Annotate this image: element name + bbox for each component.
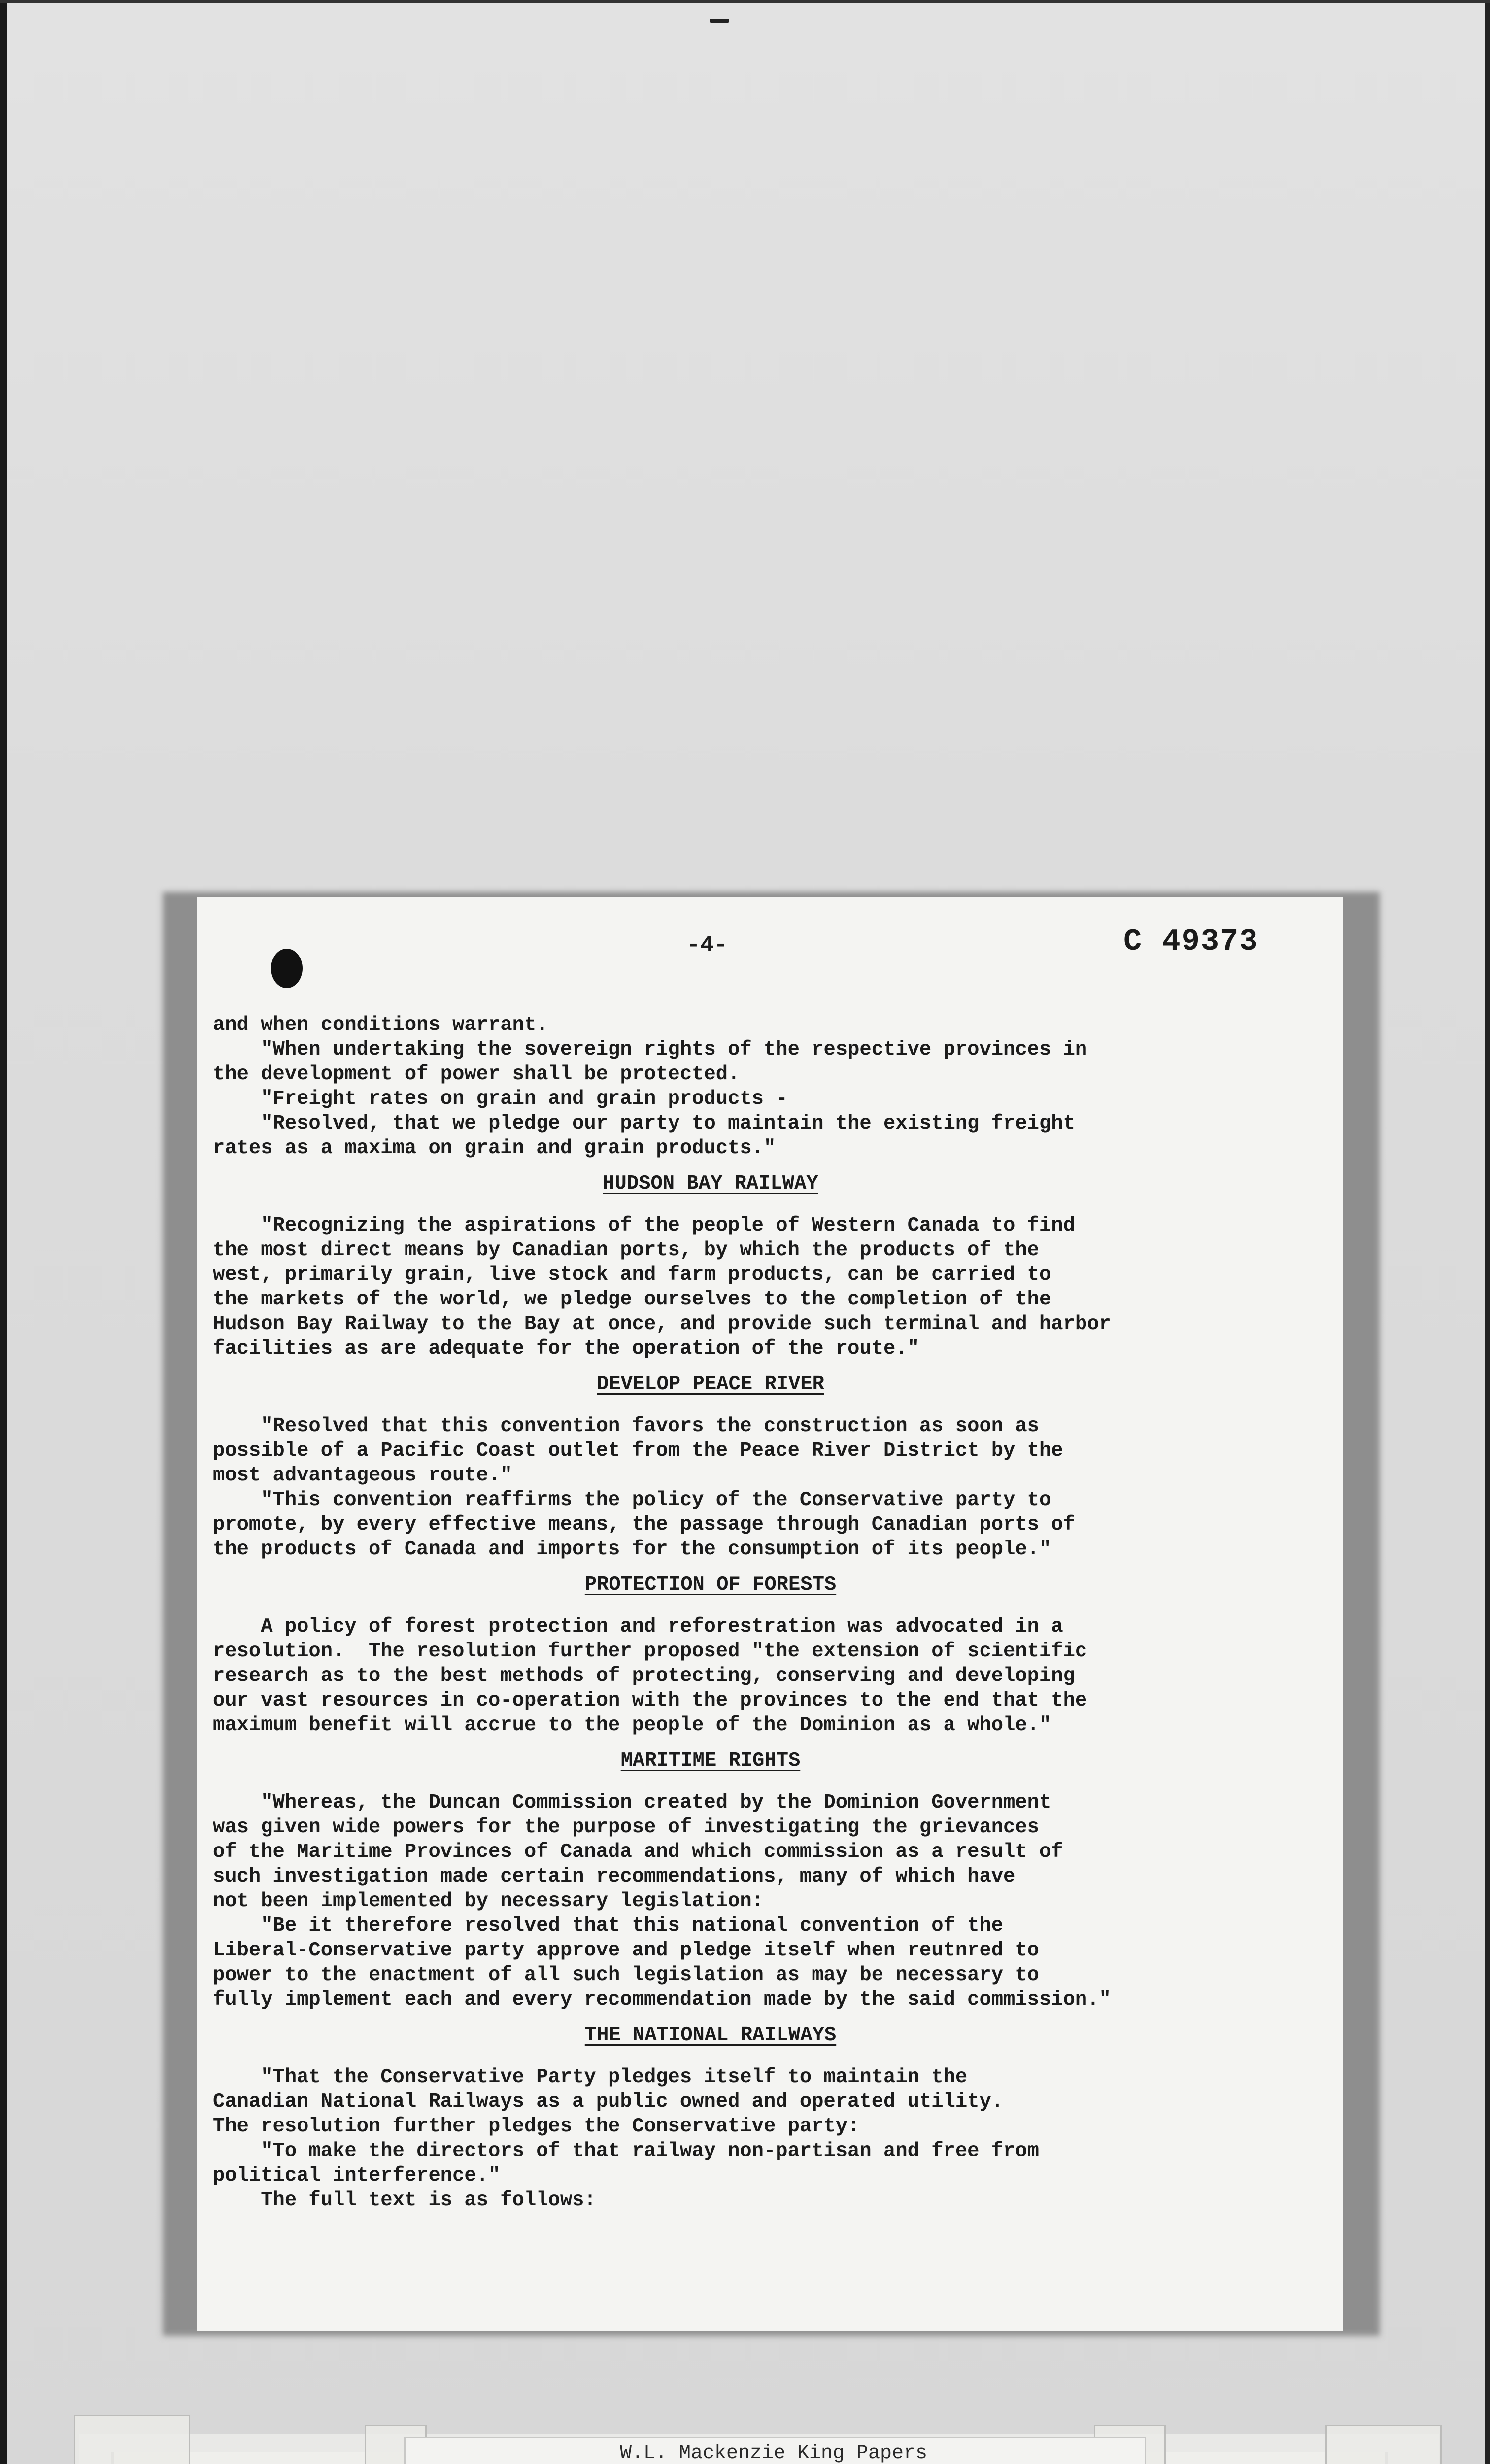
section-heading-hudson-bay: HUDSON BAY RAILWAY (603, 1172, 818, 1195)
tape-right (1325, 2425, 1442, 2464)
text-line: "Whereas, the Duncan Commission created by the Dominion Government (213, 1791, 1051, 1814)
text-line: "That the Conservative Party pledges itself to maintain the (213, 2066, 968, 2088)
text-line: facilities as are adequate for the operation of the route." (213, 1337, 919, 1360)
text-line: "Recognizing the aspirations of the people of Western Canada to find (213, 1214, 1075, 1237)
text-line: the products of Canada and imports for the consumption of its people." (213, 1538, 1051, 1561)
text-line: not been implemented by necessary legislation: (213, 1890, 764, 1913)
text-line: power to the enactment of all such legislation as may be necessary to (213, 1964, 1039, 1986)
text-line: of the Maritime Provinces of Canada and which commission as a result of (213, 1841, 1063, 1863)
text-line: political interference." (213, 2164, 501, 2187)
text-line: "When undertaking the sovereign rights of the respective provinces in (213, 1038, 1087, 1061)
film-edge-left (0, 0, 7, 2464)
text-line: rates as a maxima on grain and grain products." (213, 1137, 776, 1160)
text-line: "Resolved, that we pledge our party to maintain the existing freight (213, 1112, 1075, 1135)
text-line: "Freight rates on grain and grain products - (213, 1088, 788, 1110)
film-edge-right (1485, 0, 1490, 2464)
text-line: Canadian National Railways as a public owned and operated utility. (213, 2090, 1004, 2113)
document-id: C 49373 (1123, 924, 1259, 959)
text-line: A policy of forest protection and reforestration was advocated in a (213, 1615, 1063, 1638)
text-line: promote, by every effective means, the passage through Canadian ports of (213, 1513, 1075, 1536)
text-line: "To make the directors of that railway non-partisan and free from (213, 2140, 1039, 2162)
collection-name: W.L. Mackenzie King Papers (619, 2442, 928, 2464)
text-line: research as to the best methods of protecting, conserving and developing (213, 1665, 1075, 1687)
text-line: "Resolved that this convention favors the construction as soon as (213, 1415, 1039, 1437)
text-line: resolution. The resolution further proposed "the extension of scientific (213, 1640, 1087, 1663)
collection-text (404, 2442, 1143, 2464)
text-line: "This convention reaffirms the policy of the Conservative party to (213, 1489, 1051, 1511)
text-line: Hudson Bay Railway to the Bay at once, and provide such terminal and harbor (213, 1313, 1111, 1335)
text-line: west, primarily grain, live stock and farm products, can be carried to (213, 1264, 1051, 1286)
section-heading-national-railways: THE NATIONAL RAILWAYS (584, 2024, 837, 2047)
text-line: most advantageous route." (213, 1464, 512, 1487)
page-number: -4- (686, 932, 728, 958)
text-line: such investigation made certain recommendations, many of which have (213, 1865, 1016, 1888)
text-line: the markets of the world, we pledge ourselves to the completion of the (213, 1288, 1051, 1311)
text-line: "Be it therefore resolved that this national convention of the (213, 1915, 1004, 1937)
text-line: maximum benefit will accrue to the people of the Dominion as a whole." (213, 1714, 1051, 1737)
section-heading-peace-river: DEVELOP PEACE RIVER (597, 1373, 824, 1396)
text-line: possible of a Pacific Coast outlet from the Peace River District by the (213, 1439, 1063, 1462)
text-line: the most direct means by Canadian ports, by which the products of the (213, 1239, 1039, 1262)
text-line: was given wide powers for the purpose of investigating the grievances (213, 1816, 1039, 1839)
text-line: the development of power shall be protected. (213, 1063, 740, 1086)
frame-mark (710, 19, 729, 23)
text-line: fully implement each and every recommendation made by the said commission." (213, 1988, 1111, 2011)
punch-hole (271, 949, 303, 988)
tape-left (74, 2415, 190, 2464)
film-edge-top (0, 0, 1490, 3)
document-body (213, 1013, 1326, 2213)
text-line: The full text is as follows: (213, 2189, 596, 2212)
section-heading-forests: PROTECTION OF FORESTS (584, 1574, 837, 1596)
text-line: our vast resources in co-operation with the provinces to the end that the (213, 1689, 1087, 1712)
text-line: and when conditions warrant. (213, 1014, 548, 1036)
text-line: Liberal-Conservative party approve and pledge itself when reutnred to (213, 1939, 1039, 1962)
section-heading-maritime: MARITIME RIGHTS (620, 1749, 801, 1772)
text-line: The resolution further pledges the Conservative party: (213, 2115, 860, 2138)
